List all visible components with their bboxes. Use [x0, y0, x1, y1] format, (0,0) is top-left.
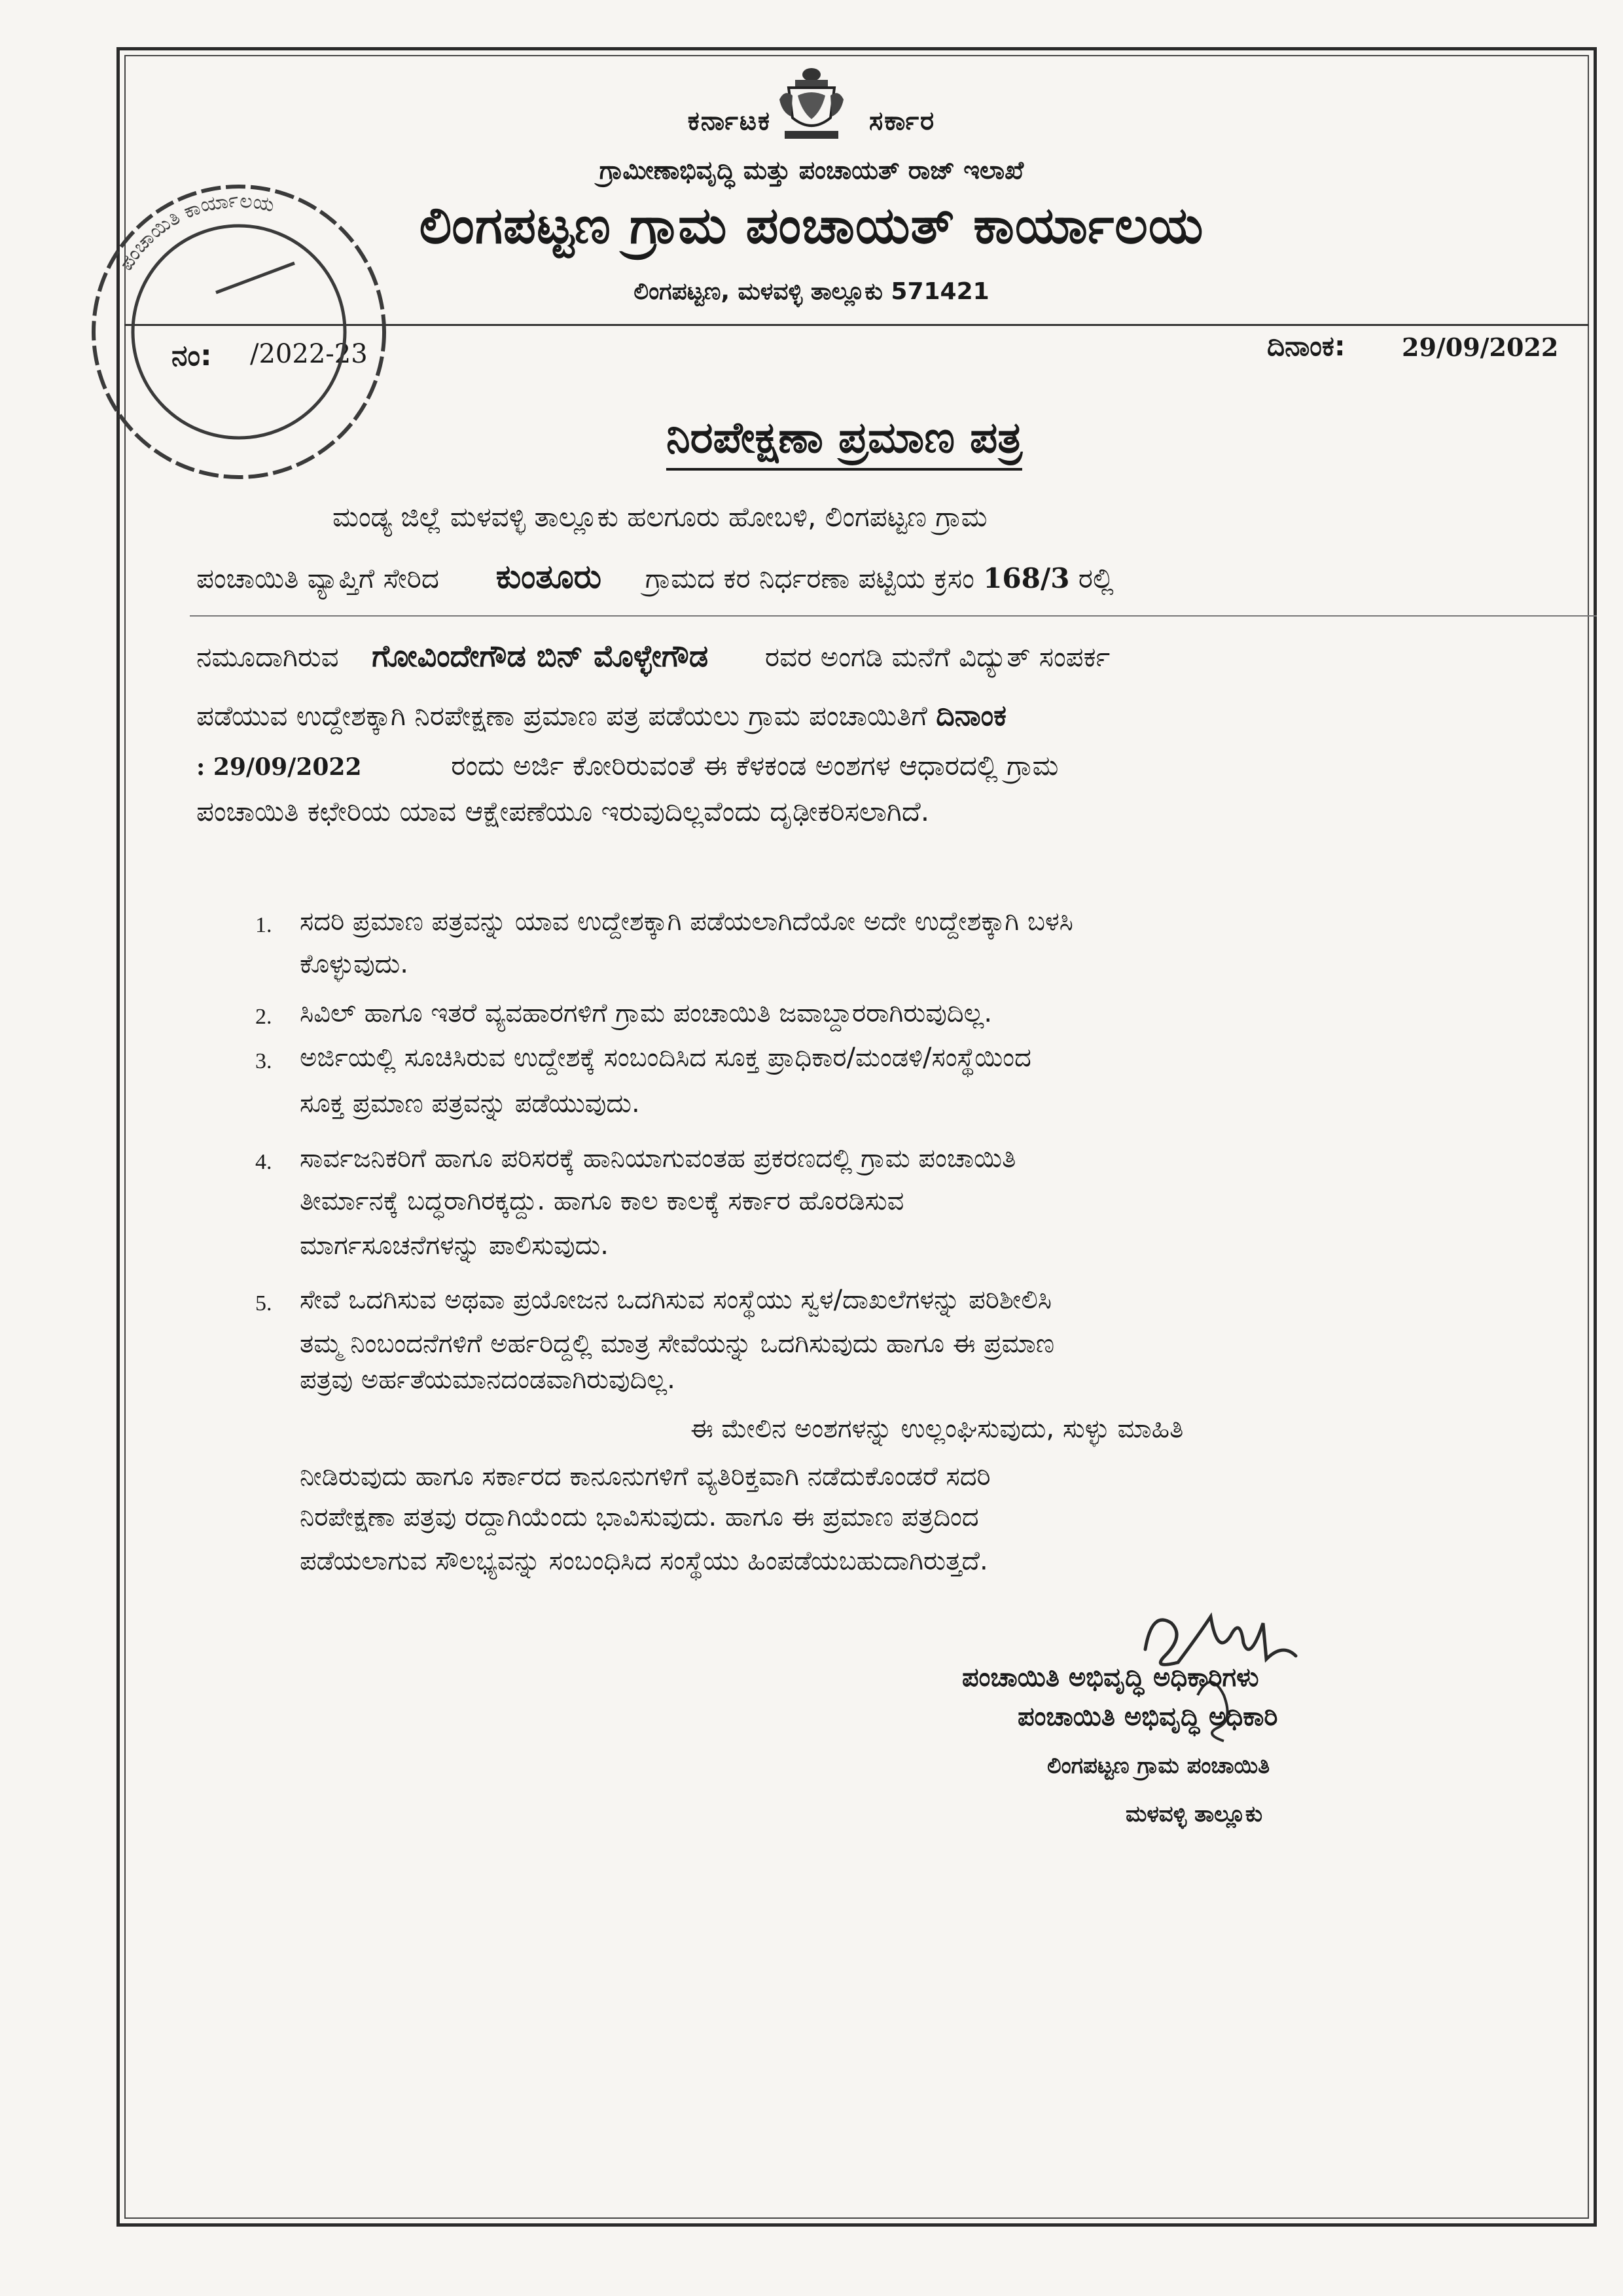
state-name: ಕರ್ನಾಟಕ — [687, 106, 771, 136]
condition-2-line-1: ಸಿವಿಲ್ ಹಾಗೂ ಇತರೆ ವ್ಯವಹಾರಗಳಿಗೆ ಗ್ರಾಮ ಪಂಚಾಯಿತಿ ಜವಾಬ್ದಾರರಾಗಿರುವುದಿಲ್ಲ. — [300, 998, 993, 1028]
paragraph-1-line-1: ಮಂಡ್ಯ ಜಿಲ್ಲೆ ಮಳವಳ್ಳಿ ತಾಲ್ಲೂಕು ಹಲಗೂರು ಹೋಬಳಿ, ಲಿಂಗಪಟ್ಟಣ ಗ್ರಾಮ — [332, 501, 988, 533]
reference-number-label: ನಂ: — [171, 339, 212, 372]
paragraph-2-line-3 — [196, 749, 1058, 782]
condition-5-line-1: ಸೇವೆ ಒದಗಿಸುವ ಅಥವಾ ಪ್ರಯೋಜನ ಒದಗಿಸುವ ಸಂಸ್ಥೆಯು ಸ್ವಳ/ದಾಖಲೆಗಳನ್ನು ಪರಿಶೀಲಿಸಿ — [300, 1285, 1052, 1315]
paragraph-1-line-2-mid: ಗ್ರಾಮದ ಕರ ನಿರ್ಧರಣಾ ಪಟ್ಟಿಯ ಕ್ರಸಂ — [645, 562, 974, 594]
condition-3-line-2: ಸೂಕ್ತ ಪ್ರಮಾಣ ಪತ್ರವನ್ನು ಪಡೆಯುವುದು. — [300, 1088, 640, 1119]
paragraph-1-line-2-start: ಪಂಚಾಯಿತಿ ವ್ಯಾಪ್ತಿಗೆ ಸೇರಿದ — [196, 562, 439, 594]
village-name: ಕುಂತೂರು — [495, 558, 602, 596]
paragraph-2-line-3-end: ರಂದು ಅರ್ಜಿ ಕೋರಿರುವಂತೆ ಈ ಕೆಳಕಂಡ ಅಂಶಗಳ ಆಧಾರದಲ್ಲಿ ಗ್ರಾಮ — [451, 749, 1059, 781]
closing-line-1: ಈ ಮೇಲಿನ ಅಂಶಗಳನ್ನು ಉಲ್ಲಂಘಿಸುವುದು, ಸುಳ್ಳು ಮಾಹಿತಿ — [690, 1414, 1184, 1444]
office-address: ಲಿಂಗಪಟ್ಟಣ, ಮಳವಳ್ಳಿ ತಾಲ್ಲೂಕು 571421 — [633, 278, 990, 305]
government-word: ಸರ್ಕಾರ — [868, 106, 936, 136]
date-label: ದಿನಾಂಕ: — [1267, 330, 1346, 362]
office-name: ಲಿಂಗಪಟ್ಟಣ ಗ್ರಾಮ ಪಂಚಾಯತ್ ಕಾರ್ಯಾಲಯ — [419, 196, 1204, 255]
paragraph-2-line-1 — [196, 638, 1110, 675]
officer-seal-line-1: ಪಂಚಾಯಿತಿ ಅಭಿವೃದ್ಧಿ ಅಧಿಕಾರಿ — [1018, 1702, 1278, 1732]
signatory-designation: ಪಂಚಾಯಿತಿ ಅಭಿವೃದ್ಧಿ ಅಧಿಕಾರಿಗಳು — [962, 1662, 1259, 1693]
officer-seal-line-2: ಲಿಂಗಪಟ್ಟಣ ಗ್ರಾಮ ಪಂಚಾಯಿತಿ — [1047, 1753, 1270, 1779]
department-name: ಗ್ರಾಮೀಣಾಭಿವೃದ್ಧಿ ಮತ್ತು ಪಂಚಾಯತ್ ರಾಜ್ ಇಲಾಖೆ — [599, 156, 1024, 185]
officer-seal-line-3: ಮಳವಳ್ಳಿ ತಾಲ್ಲೂಕು — [1126, 1801, 1263, 1827]
condition-3-number: 3. — [255, 1049, 272, 1073]
paragraph-1-line-2 — [196, 558, 1114, 596]
paragraph-1-line-2-end: ರಲ್ಲಿ — [1078, 562, 1114, 594]
applicant-name: ಗೋವಿಂದೇಗೌಡ ಬಿನ್ ಮೊಳ್ಳೇಗೌಡ — [372, 638, 709, 673]
condition-5-line-3: ಪತ್ರವು ಅರ್ಹತೆಯಮಾನದಂಡವಾಗಿರುವುದಿಲ್ಲ. — [300, 1365, 675, 1395]
condition-2-number: 2. — [255, 1005, 272, 1029]
paragraph-2-line-2 — [196, 699, 1007, 732]
date-word: ದಿನಾಂಕ — [936, 699, 1007, 732]
condition-5-number: 5. — [255, 1291, 272, 1316]
paragraph-2-line-4: ಪಂಚಾಯಿತಿ ಕಛೇರಿಯ ಯಾವ ಆಕ್ಷೇಪಣೆಯೂ ಇರುವುದಿಲ್ಲವೆಂದು ದೃಢೀಕರಿಸಲಾಗಿದೆ. — [196, 795, 930, 827]
condition-4-number: 4. — [255, 1150, 272, 1174]
application-date: : 29/09/2022 — [196, 753, 362, 781]
document-title: ನಿರಪೇಕ್ಷಣಾ ಪ್ರಮಾಣ ಪತ್ರ — [666, 412, 1022, 471]
paragraph-2-line-1-end: ರವರ ಅಂಗಡಿ ಮನೆಗೆ ವಿದ್ಯುತ್ ಸಂಪರ್ಕ — [764, 641, 1111, 673]
condition-5-line-2: ತಮ್ಮ ನಿಂಬಂದನೆಗಳಿಗೆ ಅರ್ಹರಿದ್ದಲ್ಲಿ ಮಾತ್ರ ಸೇವೆಯನ್ನು ಒದಗಿಸುವುದು ಹಾಗೂ ಈ ಪ್ರಮಾಣ — [300, 1329, 1055, 1359]
closing-line-3: ನಿರಪೇಕ್ಷಣಾ ಪತ್ರವು ರದ್ದಾಗಿಯೆಂದು ಭಾವಿಸುವುದು. ಹಾಗೂ ಈ ಪ್ರಮಾಣ ಪತ್ರದಿಂದ — [300, 1502, 979, 1532]
paragraph-2-line-1-start: ನಮೂದಾಗಿರುವ — [196, 641, 339, 673]
condition-3-line-1: ಅರ್ಜಿಯಲ್ಲಿ ಸೂಚಿಸಿರುವ ಉದ್ದೇಶಕ್ಕೆ ಸಂಬಂದಿಸಿದ ಸೂಕ್ತ ಪ್ರಾಧಿಕಾರ/ಮಂಡಳಿ/ಸಂಸ್ಥೆಯಿಂದ — [300, 1043, 1031, 1073]
paragraph-2-line-2-start: ಪಡೆಯುವ ಉದ್ದೇಶಕ್ಕಾಗಿ ನಿರಪೇಕ್ಷಣಾ ಪ್ರಮಾಣ ಪತ್ರ ಪಡೆಯಲು ಗ್ರಾಮ ಪಂಚಾಯಿತಿಗೆ — [196, 700, 927, 732]
condition-1-line-2: ಕೊಳ್ಳುವುದು. — [300, 949, 408, 979]
state-government-line — [688, 106, 935, 136]
stamp-text: ಪಂಚಾಯಿತಿ ಕಾರ್ಯಾಲಯ — [115, 188, 277, 275]
condition-1-line-1: ಸದರಿ ಪ್ರಮಾಣ ಪತ್ರವನ್ನು ಯಾವ ಉದ್ದೇಶಕ್ಕಾಗಿ ಪಡೆಯಲಾಗಿದೆಯೋ ಅದೇ ಉದ್ದೇಶಕ್ಕಾಗಿ ಬಳಸಿ — [300, 906, 1073, 937]
date-value: 29/09/2022 — [1402, 332, 1559, 362]
office-stamp — [85, 178, 393, 486]
reference-number-value: /2022-23 — [250, 339, 368, 369]
closing-line-4: ಪಡೆಯಲಾಗುವ ಸೌಲಭ್ಯವನ್ನು ಸಂಬಂಧಿಸಿದ ಸಂಸ್ಥೆಯು ಹಿಂಪಡೆಯಬಹುದಾಗಿರುತ್ತದೆ. — [300, 1546, 988, 1576]
condition-4-line-1: ಸಾರ್ವಜನಿಕರಿಗೆ ಹಾಗೂ ಪರಿಸರಕ್ಕೆ ಹಾನಿಯಾಗುವಂತಹ ಪ್ರಕರಣದಲ್ಲಿ ಗ್ರಾಮ ಪಂಚಾಯಿತಿ — [300, 1143, 1016, 1174]
scan-crease-line — [190, 615, 1597, 617]
condition-1-number: 1. — [255, 913, 272, 937]
serial-number: 168/3 — [983, 562, 1070, 594]
closing-line-2: ನೀಡಿರುವುದು ಹಾಗೂ ಸರ್ಕಾರದ ಕಾನೂನುಗಳಿಗೆ ವ್ಯತಿರಿಕ್ತವಾಗಿ ನಡೆದುಕೊಂಡರೆ ಸದರಿ — [300, 1462, 991, 1492]
condition-4-line-3: ಮಾರ್ಗಸೂಚನೆಗಳನ್ನು ಪಾಲಿಸುವುದು. — [300, 1230, 609, 1261]
condition-4-line-2: ತೀರ್ಮಾನಕ್ಕೆ ಬದ್ಧರಾಗಿರಕ್ಕದ್ದು. ಹಾಗೂ ಕಾಲ ಕಾಲಕ್ಕೆ ಸರ್ಕಾರ ಹೊರಡಿಸುವ — [300, 1186, 904, 1216]
